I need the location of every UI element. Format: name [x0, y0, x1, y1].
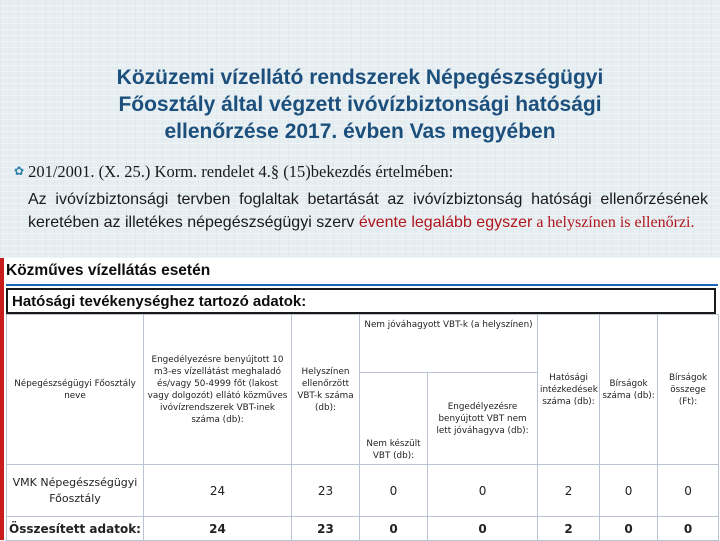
section-title: Közműves vízellátás esetén	[6, 262, 211, 279]
sum-measures: 2	[538, 517, 600, 541]
para-part-2: az ivóvízbiztonság hatósági ellenőrzésének keretében az illetékes népegészségügyi szerv	[28, 191, 709, 231]
table-row	[7, 465, 719, 517]
title-line-2: Főosztály által végzett ivóvízbiztonsági hatósági	[118, 93, 602, 116]
header-not-approved-group: Nem jóváhagyott VBT-k (a helyszínen)	[360, 315, 538, 373]
spreadsheet-screenshot	[0, 258, 720, 540]
subsection-box	[6, 288, 716, 314]
regulation-text: 201/2001. (X. 25.) Korm. rendelet 4.§ (15)bekezdés értelmében:	[28, 162, 454, 181]
sum-no-vbt: 0	[360, 517, 428, 541]
sun-bullet-icon: ✿	[14, 164, 25, 178]
cell-measures: 2	[538, 465, 600, 517]
regulation-bullet	[14, 162, 714, 182]
cell-fines-count: 0	[600, 465, 658, 517]
regulation-paragraph	[28, 188, 708, 234]
header-submitted-vbt: Engedélyezésre benyújtott 10 m3-es vízellátást meghaladó és/vagy 50-4999 főt (lakost vagy dolgozót) ellátó közműves ivóvízrendszerek VBT-inek száma (db):	[144, 315, 292, 465]
para-part-1: Az ivóvízbiztonsági tervben foglaltak betartását	[28, 191, 379, 208]
title-line-1: Közüzemi vízellátó rendszerek Népegészségügyi	[116, 66, 604, 89]
cell-fines-amount: 0	[658, 465, 719, 517]
title-line-3: ellenőrzése 2017. évben Vas megyében	[164, 120, 556, 143]
cell-not-approved: 0	[428, 465, 538, 517]
sum-fines-amount: 0	[658, 517, 719, 541]
cell-submitted-vbt: 24	[144, 465, 292, 517]
header-measures: Hatósági intézkedések száma (db):	[538, 315, 600, 465]
header-fines-count: Bírságok száma (db):	[600, 315, 658, 465]
header-inspected-vbt: Helyszínen ellenőrzött VBT-k száma (db):	[292, 315, 360, 465]
header-fines-amount: Bírságok összege (Ft):	[658, 315, 719, 465]
sum-submitted-vbt: 24	[144, 517, 292, 541]
para-part-4: a helyszínen is ellenőrzi.	[532, 214, 695, 231]
header-no-vbt: Nem készült VBT (db):	[360, 373, 428, 465]
subsection-title: Hatósági tevékenységhez tartozó adatok:	[12, 293, 307, 310]
summary-row	[7, 517, 719, 541]
slide-title	[40, 64, 680, 145]
summary-label: Összesített adatok:	[7, 517, 144, 541]
sum-inspected-vbt: 23	[292, 517, 360, 541]
header-not-approved: Engedélyezésre benyújtott VBT nem lett jóváhagyva (db):	[428, 373, 538, 465]
inspection-data-table	[6, 314, 719, 541]
section-divider	[6, 284, 718, 286]
red-margin-line	[0, 258, 4, 540]
row-department-name: VMK Népegészségügyi Főosztály	[7, 465, 144, 517]
sum-fines-count: 0	[600, 517, 658, 541]
cell-inspected-vbt: 23	[292, 465, 360, 517]
para-highlight: évente legalább egyszer	[358, 214, 533, 231]
header-department: Népegészségügyi Főosztály neve	[7, 315, 144, 465]
cell-no-vbt: 0	[360, 465, 428, 517]
sum-not-approved: 0	[428, 517, 538, 541]
